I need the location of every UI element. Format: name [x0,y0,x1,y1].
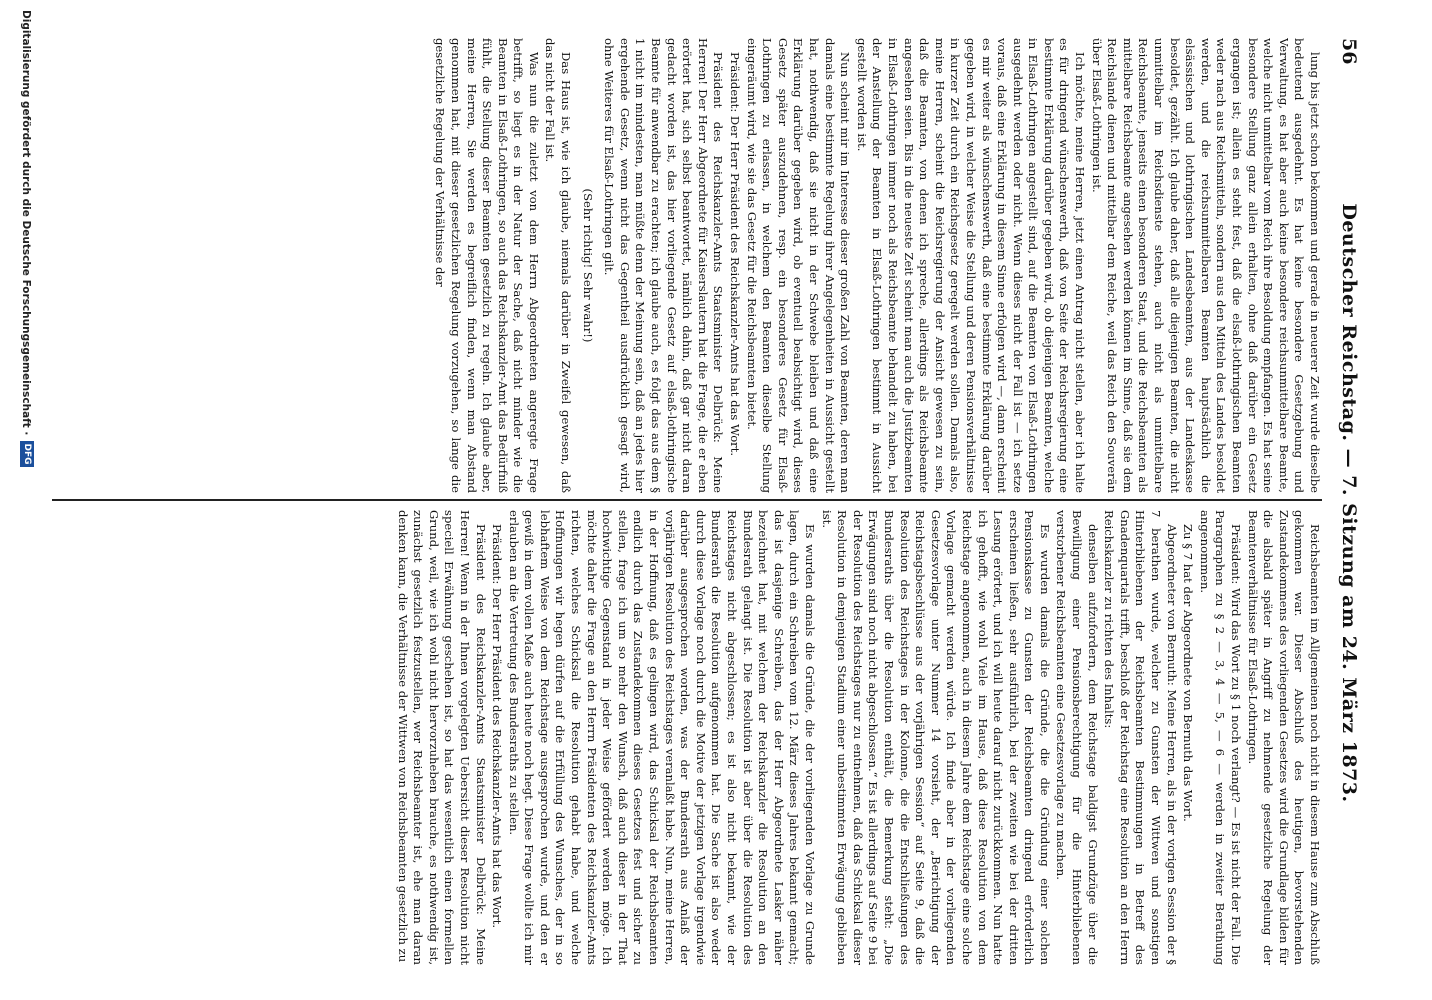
interjection: (Sehr richtig! Sehr wahr!) [580,188,595,343]
text-paragraph: Das Haus ist, wie ich glaube, niemals darüber in Zweifel gewesen, daß das nicht der Fall ist. [543,38,574,493]
text-paragraph: Präsident des Reichskanzler-Amts Staatsminister Delbrück: Meine Herren! Der Herr Abgeordnete für Kaiserslautern hat die Frage, die er eben erörtert hat, sich selbst beantwortet, nämlich dahin, daß gar nicht daran gedacht worden ist, das hier vorliegende Gesetz auf elsaß-lothringische Beamte für anwendbar zu erachten; ich glaube auch, es folgt das aus dem § 1 nicht im mindesten, man müßte denn der Meinung sein, daß an jedes hier ergehende Gesetz, wenn nicht das Gegentheil ausdrücklich gesagt wird, ohne Weiteres für Elsaß-Lothringen gilt. [602,38,726,493]
text-paragraph: Es wurden damals die Gründe, die die Gründung einer solchen Pensionskasse zu Gunsten der Reichsbeamten dringend erforderlich erscheinen ließen, sehr ausführlich, bei der zweiten wie bei der dritten Lesung erörtert, und ich will heute darauf nicht zurückkommen. Nun hatte ich gehofft, wie wohl Viele im Hause, daß diese Resolution von dem Reichstage angenommen, auch in diesem Jahre dem Reichstage eine solche Vorlage gemacht werden würde. Ich finde aber in der vorliegenden Gesetzesvorlage unter Nummer 14 vorsieht, der „Berichtigung der Reichstagsbeschlüsse aus der vorjährigen Session“ auf Seite 9, daß die Resolution des Reichstages in der Kolonne, die die Entschließungen des Bundesraths über die Resolution enthält, die Bemerkung steht: „Die Erwägungen sind noch nicht abgeschlossen.“ Es ist allerdings auf Seite 9 bei der Resolution des Reichstages nur zu entnehmen, daß das Schicksal dieser Resolution in demjenigen Stadium einer unbestimmten Erwägung geblieben ist. [819,510,1052,965]
text-paragraph: Präsident: Der Herr Präsident des Reichskanzler-Amts hat das Wort. [728,52,743,457]
text-paragraph: lung bis jetzt schon bekommen und gerade in neuerer Zeit wurde dieselbe bedeutend ausgedehnt. Es hat keine besondere Gesetzgebung und Verwaltung, es hat aber auch keine besondere reichsunmittelbare Beamte, welche nicht unmittelbar vom Reich ihre Besoldung empfangen. Es hat seine besondere Stellung ganz allein erhalten, ohne daß darüber ein Gesetz ergangen ist; allein es steht fest, daß die elsaß-lothringischen Beamten weder nach aus Reichsmitteln, sondern aus den Mitteln des Landes besoldet werden, und die reichsunmittelbaren Beamten hauptsächlich die elsässischen und lothringischen Landesbeamten, aus der Landeskasse besoldet, gezählt. Ich glaube daher, daß alle diejenigen Beamten, die nicht unmittelbar im Reichsdienste stehen, auch nicht als unmittelbare Reichsbeamte, jenseits einen besonderen Staat, und die Reichsbeamten als mittelbare Reichsbeamte angesehen werden können im Sinne, daß sie dem Reichslande dienen und mittelbar dem Reiche, weil das Reich den Souverän über Elsaß-Lothringen ist. [1089,38,1322,493]
text-paragraph: denselben aufzufordern, dem Reichstage baldigst Grundzüge über die Bewilligung einer Pensionsberechtigung für die Hinterbliebenen verstorbener Reichsbeamten eine Gesetzesvorlage zu machen. [1054,510,1100,965]
text-paragraph: Was nun die zuletzt von dem Herrn Abgeordneten angeregte Frage betrifft, so liegt es in der Natur der Sache, daß nicht minder wie die Beamten in Elsaß-Lothringen, so auch das Reichskanzler-Amt das Bedürfniß fühlt, die Stellung dieser Beamten gesetzlich zu regeln. Ich glaube aber, meine Herren, Sie werden es begreiflich finden, wenn man Abstand genommen hat, mit dieser gesetzlichen Regelung vorzugehen, so lange die gesetzliche Regelung der Verhältnisse der [433,38,541,493]
text-paragraph: Abgeordneter von Bernuth: Meine Herren, als in der vorigen Session der § 7 berathen wurde, welcher zu Gunsten der Wittwen und sonstigen Hinterbliebenen der Reichsbeamten Bestimmungen in Betreff des Gnadenquartals trifft, beschloß der Reichstag eine Resolution an den Herrn Reichskanzler zu richten des Inhalts: [1102,510,1179,965]
digitization-credit: Digitalisierung gefördert durch die Deutsche Forschungsgemeinschaft · [20,10,32,436]
text-paragraph: Präsident des Reichskanzler-Amts Staatsminister Delbrück: Meine Herren! Wenn in der Ihnen vorgelegten Uebersicht dieser Resolution nicht speciell Erwähnung geschehen ist, so hat das wesentlich einen formellen Grund, weil, wie ich wohl nicht hervorzuheben brauche, es nothwendig ist, zunächst gesetzlich festzustellen, wer Reichsbeamter ist, ehe man daran denken kann, die Verhältnisse der Wittwen von Reichsbeamten gesetzlich zu [395,510,488,965]
page-number: 56 [1338,38,1360,65]
page-title: Deutscher Reichstag. — 7. Sitzung am 24. März 1873. [1338,203,1360,803]
text-paragraph: Ich möchte, meine Herren, jetzt einen Antrag nicht stellen, aber ich halte es für dringend wünschenswerth, daß von Seite der Reichsregierung eine bestimmte Erklärung darüber gegeben wird, ob diejenigen Beamten, welche in Elsaß-Lothringen angestellt sind, auf die Beamten von Elsaß-Lothringen ausgedehnt werden oder nicht. Wenn dieses nicht der Fall ist — ich setze voraus, daß eine Erklärung in diesem Sinne erfolgen wird —, dann erscheint es mir weiter als wünschenswerth, daß eine bestimmte Erklärung darüber gegeben wird, in welcher Weise die Stellung und deren Pensionsverhältnisse in kurzer Zeit durch ein Reichsgesetz geregelt werden sollen. Damals also, meine Herren, scheint die Reichsregierung der Ansicht gewesen zu sein, daß die Beamten, von denen ich spreche, allerdings als Reichsbeamte angesehen seien. Bis in die neueste Zeit scheint man auch die Justizbeamten in Elsaß-Lothringen immer noch als Reichsbeamte behandelt zu haben, bei der Anstellung der Beamten in Elsaß-Lothringen bestimmt in Aussicht gestellt worden ist. [854,38,1088,493]
text-paragraph: Es wurden damals die Gründe, die der vorliegenden Vorlage zu Grunde lagen, durch ein Schreiben vom 12. März dieses Jahres bekannt gemacht; das ist dasjenige Schreiben, das der Herr Abgeordnete Lasker näher bezeichnet hat, mit welchem der Reichskanzler die Resolution an den Bundesrath gelangt ist. Die Resolution ist aber über die Resolution des Reichstages nicht abgeschlossen; es ist also nicht bekannt, wie der Bundesrath die Resolution aufgenommen hat. Die Sache ist also weder durch diese Vorlage noch durch die Motive der jetzigen Vorlage irgendwie darüber ausgesprochen worden, was der Bundesrath aus Anlaß der vorjährigen Resolution des Reichstages veranlaßt habe. Nun, meine Herren, in der Hoffnung, daß es gelingen wird, das Schicksal der Reichsbeamten endlich durch das Zustandekommen dieses Gesetzes fest und sicher zu stellen, frage ich um so mehr den Wunsch, daß auch dieser in der That hochwichtige Gegenstand in jeder Weise gefördert werden möge. Ich möchte daher die Frage an den Herrn Präsidenten des Reichskanzler-Amts richten, welches Schicksal die Resolution gehabt habe, und welche Hoffnungen wir hegen dürfen auf die Erfüllung des Wunsches, der in so lebhaftem Weise von dem Reichstage ausgesprochen wurde, und den er gewiß in dem vollen Maße auch heute noch hegt. Diese Frage wollte ich mir erlauben an die Vertretung des Bundesraths zu stellen. [506,510,817,965]
column-divider [52,499,1322,501]
page-header [1330,38,1360,968]
right-column [52,510,1322,965]
page-footer [12,0,42,1000]
text-paragraph: Präsident: Wird das Wort zu § 1 noch verlangt? — Es ist nicht der Fall. Die Paragraphen zu § 2 — 3, 4 — 5, — 6 — werden in zweiter Berathung angenommen. [1197,510,1244,965]
text-paragraph: Zu § 7 hat der Abgeordnete von Bernuth das Wort. [1181,524,1196,822]
text-paragraph: Reichsbeamten im Allgemeinen noch nicht in diesem Hause zum Abschluß gekommen war. Dieser Abschluß des heutigen, bevorstehenden Zustandekommens des vorliegenden Gesetzes wird die Grundlage bilden für die alsbald später in Angriff zu nehmende gesetzliche Regelung der Beamtenverhältnisse für Elsaß-Lothringen. [1245,510,1322,965]
dfg-logo: DFG [20,441,34,467]
text-paragraph: Nun scheint mir im Interesse dieser großen Zahl von Beamten, deren man damals eine bestimmte Regelung ihrer Angelegenheiten in Aussicht gestellt hat, nothwendig, daß sie nicht in der Schwebe bleiben und daß eine Erklärung darüber gegeben wird, ob eventuell beabsichtigt wird, dieses Gesetz später auszudehnen, resp. ein besonderes Gesetz für Elsaß-Lothringen zu erlassen, in welchem den Beamten dieselbe Stellung eingeräumt wird, wie sie das Gesetz für die Reichsbeamten bietet. [744,38,853,493]
left-column [52,38,1322,493]
text-paragraph: Präsident: Der Herr Präsident des Reichskanzler-Amts hat das Wort. [490,524,505,929]
